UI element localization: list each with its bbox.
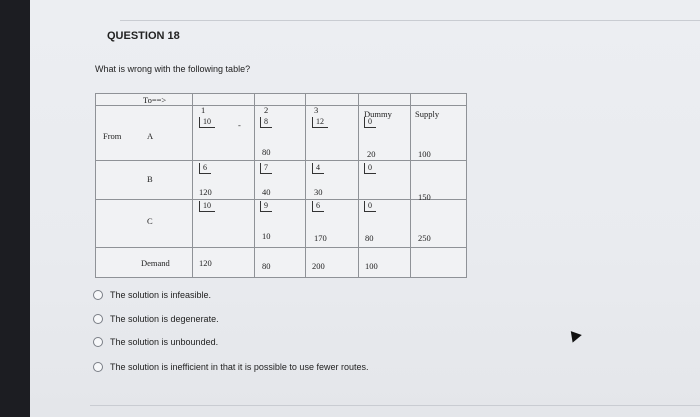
option-label[interactable]: The solution is infeasible. [110, 290, 212, 300]
col-header-supply: Supply [415, 109, 440, 119]
radio-button[interactable] [93, 337, 103, 347]
demand-dummy: 100 [365, 261, 378, 271]
mouse-pointer-icon [566, 327, 582, 342]
demand-3: 200 [312, 261, 325, 271]
option-label[interactable]: The solution is degenerate. [110, 314, 219, 324]
divider [120, 20, 700, 21]
cost-a-1: 10 [199, 117, 215, 128]
option-unbounded[interactable] [93, 337, 218, 347]
row-label-b: B [147, 174, 153, 184]
col-header-3: 3 [314, 105, 319, 115]
cost-c-2: 9 [260, 201, 272, 212]
transportation-table [95, 93, 467, 278]
col-header-dummy: Dummy [364, 109, 392, 119]
demand-1: 120 [199, 258, 212, 268]
cost-c-dummy: 0 [364, 201, 376, 212]
radio-button[interactable] [93, 290, 103, 300]
cost-b-2: 7 [260, 163, 272, 174]
from-label: From [103, 131, 122, 141]
alloc-c-3: 170 [314, 233, 327, 243]
alloc-a-dummy: 20 [367, 149, 376, 159]
option-inefficient[interactable] [93, 362, 368, 372]
dash-mark: - [238, 120, 241, 130]
cost-b-1: 6 [199, 163, 211, 174]
row-label-a: A [147, 131, 154, 141]
supply-a: 100 [418, 149, 431, 159]
alloc-b-3: 30 [314, 187, 323, 197]
alloc-c-2: 10 [262, 231, 271, 241]
question-page [30, 0, 700, 417]
divider [90, 405, 700, 406]
cost-b-dummy: 0 [364, 163, 376, 174]
cost-a-2: 8 [260, 117, 272, 128]
question-title: QUESTION 18 [107, 30, 180, 42]
col-header-1: 1 [201, 105, 206, 115]
cost-c-3: 6 [312, 201, 324, 212]
cost-b-3: 4 [312, 163, 324, 174]
option-degenerate[interactable] [93, 314, 219, 324]
supply-c: 250 [418, 233, 431, 243]
question-text: What is wrong with the following table? [95, 64, 251, 74]
demand-label: Demand [141, 258, 170, 268]
supply-b: 150 [418, 192, 431, 202]
cost-a-dummy: 0 [364, 117, 376, 128]
cost-a-3: 12 [312, 117, 328, 128]
option-infeasible[interactable] [93, 290, 211, 300]
radio-button[interactable] [93, 314, 103, 324]
row-label-c: C [147, 216, 153, 226]
cost-c-1: 10 [199, 201, 215, 212]
alloc-b-2: 40 [262, 187, 271, 197]
alloc-a-2: 80 [262, 147, 271, 157]
option-label[interactable]: The solution is inefficient in that it is possible to use fewer routes. [110, 362, 369, 372]
to-header: To==> [143, 95, 167, 105]
demand-2: 80 [262, 261, 271, 271]
option-label[interactable]: The solution is unbounded. [110, 337, 219, 347]
alloc-b-1: 120 [199, 187, 212, 197]
col-header-2: 2 [264, 105, 269, 115]
radio-button[interactable] [93, 362, 103, 372]
alloc-c-dummy: 80 [365, 233, 374, 243]
